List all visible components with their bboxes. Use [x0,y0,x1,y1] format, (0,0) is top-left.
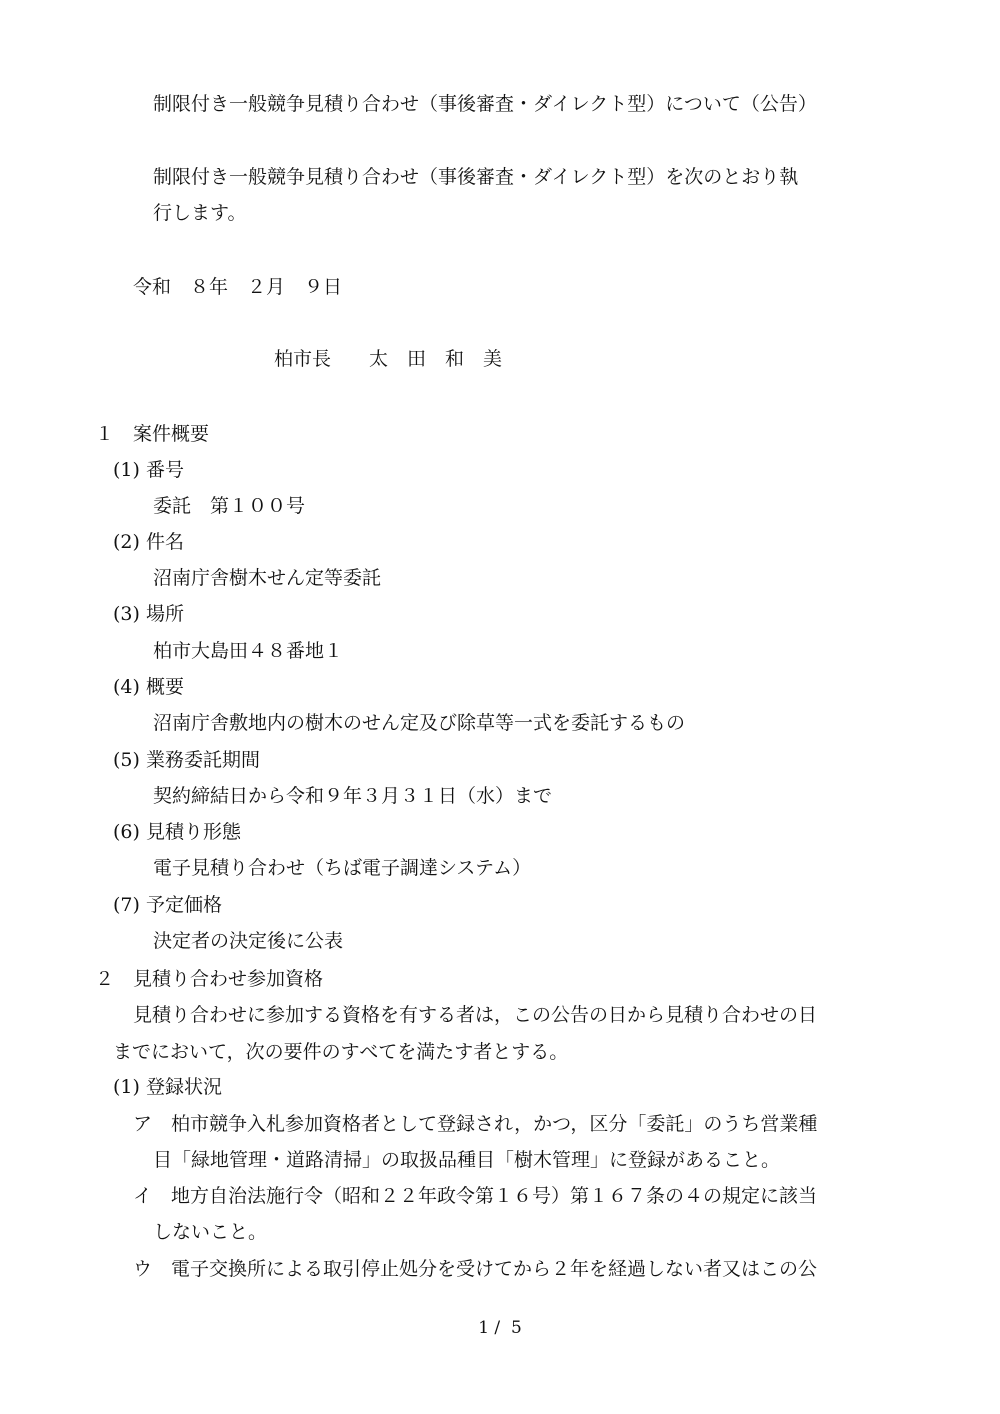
sub-1-label: (1) 登録状況 [113,1076,222,1098]
section-2-para-line-1: 見積り合わせに参加する資格を有する者は，この公告の日から見積り合わせの日 [133,1004,818,1026]
notice-date: 令和 ８年 ２月 ９日 [133,276,343,298]
item-2-label: (2) 件名 [113,531,184,553]
notice-title: 制限付き一般競争見積り合わせ（事後審査・ダイレクト型）について（公告） [153,93,817,115]
intro-line-1: 制限付き一般競争見積り合わせ（事後審査・ダイレクト型）を次のとおり執 [153,166,799,188]
item-5-value: 契約締結日から令和９年３月３１日（水）まで [153,785,553,807]
item-7-label: (7) 予定価格 [113,894,222,916]
req-i-line-1: イ 地方自治法施行令（昭和２２年政令第１６号）第１６７条の４の規定に該当 [133,1185,818,1207]
notice-author: 柏市長 太 田 和 美 [274,348,503,370]
item-6-label: (6) 見積り形態 [113,821,241,843]
item-3-label: (3) 場所 [113,603,184,625]
intro-line-2: 行します。 [153,202,247,224]
req-a-line-2: 目「緑地管理・道路清掃」の取扱品種目「樹木管理」に登録があること。 [153,1149,781,1171]
item-7-value: 決定者の決定後に公表 [153,930,344,952]
req-a-line-1: ア 柏市競争入札参加資格者として登録され，かつ，区分「委託」のうち営業種 [133,1113,818,1135]
item-4-value: 沼南庁舎敷地内の樹木のせん定及び除草等一式を委託するもの [153,712,686,734]
item-6-value: 電子見積り合わせ（ちば電子調達システム） [153,857,532,879]
section-1-heading: １ 案件概要 [95,423,210,445]
item-1-label: (1) 番号 [113,459,184,481]
section-2-para-line-2: までにおいて，次の要件のすべてを満たす者とする。 [113,1041,569,1063]
req-u-line-1: ウ 電子交換所による取引停止処分を受けてから２年を経過しない者又はこの公 [133,1258,818,1280]
section-2-heading: ２ 見積り合わせ参加資格 [95,968,324,990]
page-number: 1 / 5 [478,1318,522,1338]
item-3-value: 柏市大島田４８番地１ [153,640,344,662]
item-5-label: (5) 業務委託期間 [113,749,260,771]
item-4-label: (4) 概要 [113,676,184,698]
item-2-value: 沼南庁舎樹木せん定等委託 [153,567,382,589]
req-i-line-2: しないこと。 [153,1221,268,1243]
item-1-value: 委託 第１００号 [153,495,306,517]
